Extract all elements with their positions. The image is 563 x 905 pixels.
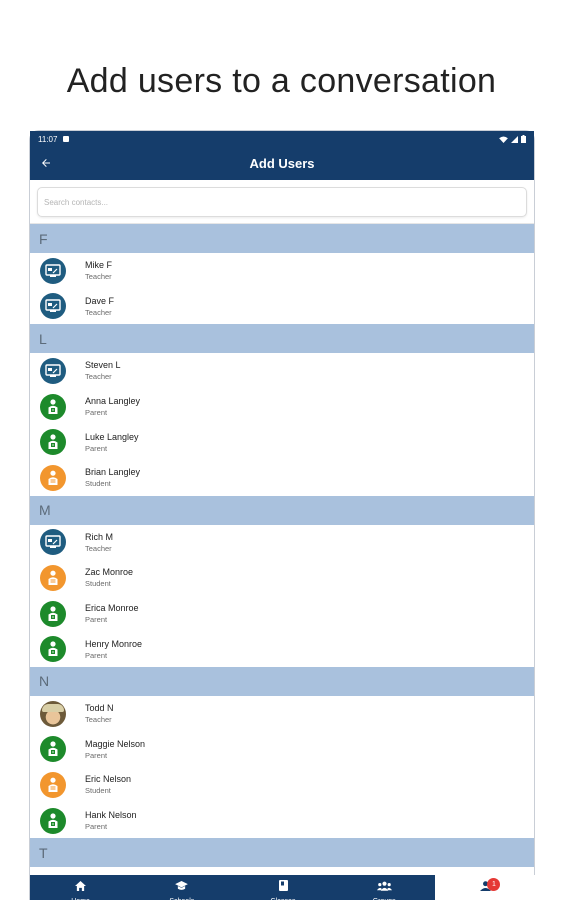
- page-title: Add Users: [249, 156, 315, 171]
- nav-label: Groups: [372, 898, 396, 905]
- nav-label: Home: [71, 898, 90, 905]
- contact-row[interactable]: [30, 767, 534, 803]
- contact-role: Parent: [85, 822, 108, 832]
- student-icon: [40, 565, 66, 591]
- contact-name: Anna Langley: [85, 396, 141, 407]
- app-bar: [30, 147, 534, 180]
- search-input[interactable]: [37, 187, 527, 217]
- contact-row[interactable]: [30, 389, 534, 425]
- contact-role: Teacher: [85, 372, 112, 382]
- signal-icon: [511, 136, 518, 143]
- notification-icon: [63, 136, 69, 142]
- contact-role: Teacher: [85, 543, 112, 553]
- contact-text: [85, 531, 113, 554]
- section-header-t: T: [30, 838, 534, 867]
- nav-item-account[interactable]: [435, 875, 536, 900]
- contact-name: Maggie Nelson: [85, 738, 146, 749]
- contact-text: [85, 773, 131, 796]
- teacher-icon: [40, 529, 66, 555]
- parent-icon: [40, 601, 66, 627]
- contact-row[interactable]: [30, 560, 534, 596]
- contact-role: Parent: [85, 615, 108, 625]
- contact-row[interactable]: [30, 289, 534, 325]
- contact-text: [85, 259, 112, 282]
- home-icon: [75, 878, 86, 896]
- section-header-f: F: [30, 224, 534, 253]
- groups-icon: [377, 878, 392, 896]
- bottom-nav: [30, 875, 536, 905]
- parent-icon: [40, 808, 66, 834]
- user-photo: [40, 701, 66, 727]
- contact-text: [85, 809, 137, 832]
- teacher-icon: [40, 258, 66, 284]
- contact-row[interactable]: [30, 732, 534, 768]
- teacher-icon: [40, 358, 66, 384]
- wifi-icon: [499, 136, 508, 143]
- contact-role: Student: [85, 786, 111, 796]
- contact-text: [85, 466, 140, 489]
- contact-row[interactable]: [30, 253, 534, 289]
- contact-text: [85, 395, 140, 418]
- contact-list: [30, 224, 534, 867]
- contact-row[interactable]: [30, 696, 534, 732]
- contact-row[interactable]: [30, 525, 534, 561]
- parent-icon: [40, 736, 66, 762]
- contact-row[interactable]: [30, 631, 534, 667]
- contact-text: [85, 431, 139, 454]
- contact-name: Todd N: [85, 703, 114, 714]
- contact-role: Teacher: [85, 272, 112, 282]
- nav-label: Schools: [169, 898, 195, 905]
- contact-name: Henry Monroe: [85, 638, 143, 649]
- contact-text: [85, 738, 145, 761]
- contact-name: Dave F: [85, 295, 115, 306]
- notification-badge: 1: [487, 878, 500, 891]
- contact-name: Rich M: [85, 531, 114, 542]
- back-button[interactable]: [36, 153, 56, 173]
- contact-row[interactable]: [30, 596, 534, 632]
- contact-role: Parent: [85, 443, 108, 453]
- contact-text: [85, 359, 121, 382]
- contact-name: Brian Langley: [85, 467, 141, 478]
- teacher-icon: [40, 293, 66, 319]
- contact-name: Hank Nelson: [85, 810, 137, 821]
- contact-text: [85, 295, 114, 318]
- book-icon: [279, 878, 288, 896]
- contact-role: Parent: [85, 650, 108, 660]
- contact-name: Erica Monroe: [85, 603, 139, 614]
- battery-icon: [521, 135, 526, 143]
- contact-row[interactable]: [30, 803, 534, 839]
- contact-role: Parent: [85, 408, 108, 418]
- contact-text: [85, 566, 133, 589]
- nav-label: Classes: [270, 898, 296, 905]
- contact-row[interactable]: [30, 460, 534, 496]
- parent-icon: [40, 636, 66, 662]
- nav-item-classes[interactable]: [232, 875, 333, 905]
- graduation-cap-icon: [175, 878, 188, 896]
- contact-role: Student: [85, 579, 111, 589]
- contact-role: Teacher: [85, 715, 112, 725]
- section-header-n: N: [30, 667, 534, 696]
- arrow-back-icon: [40, 157, 52, 169]
- contact-name: Steven L: [85, 360, 121, 371]
- contact-role: Teacher: [85, 307, 112, 317]
- student-icon: [40, 772, 66, 798]
- section-header-m: M: [30, 496, 534, 525]
- contact-name: Mike F: [85, 260, 112, 271]
- status-bar: [30, 131, 534, 147]
- contact-name: Eric Nelson: [85, 774, 132, 785]
- search-bar: [30, 180, 534, 224]
- contact-role: Student: [85, 479, 111, 489]
- contact-text: [85, 702, 114, 725]
- promo-title: Add users to a conversation: [66, 62, 497, 100]
- nav-item-groups[interactable]: [334, 875, 435, 905]
- contact-name: Zac Monroe: [85, 567, 134, 578]
- parent-icon: [40, 394, 66, 420]
- status-time: 11:07: [38, 134, 58, 144]
- section-header-l: L: [30, 324, 534, 353]
- device-frame: [29, 130, 535, 905]
- contact-text: [85, 638, 142, 661]
- contact-row[interactable]: [30, 353, 534, 389]
- contact-name: Luke Langley: [85, 431, 139, 442]
- contact-role: Parent: [85, 750, 108, 760]
- contact-row[interactable]: [30, 424, 534, 460]
- parent-icon: [40, 429, 66, 455]
- nav-item-home[interactable]: [30, 875, 131, 905]
- contact-text: [85, 602, 139, 625]
- nav-item-schools[interactable]: [131, 875, 232, 905]
- student-icon: [40, 465, 66, 491]
